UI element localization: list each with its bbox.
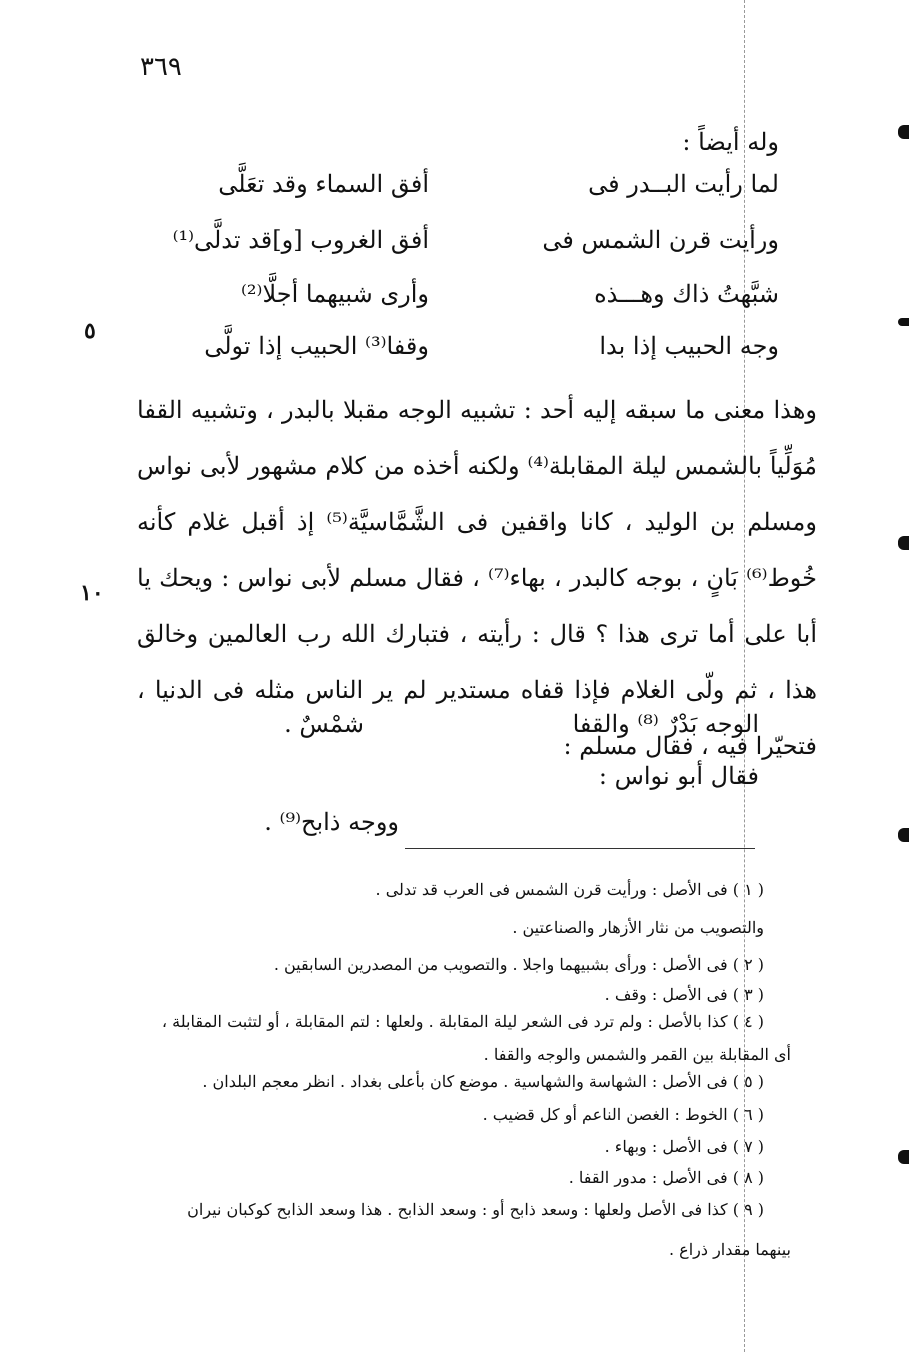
verse-first-hemistich: شبَّهتُ ذاك وهـــذه xyxy=(594,280,779,308)
footnote: ( ٤ ) كذا بالأصل : ولم ترد فى الشعر ليلة المقابلة . ولعلها : لتم المقابلة ، أو لتثبت المقابلة ، xyxy=(161,1012,764,1031)
edge-mark xyxy=(898,828,909,842)
footnote: ( ١ ) فى الأصل : ورأيت قرن الشمس فى العرب قد تدلى . xyxy=(375,880,764,899)
verse-line xyxy=(129,170,779,210)
footnote: ( ٢ ) فى الأصل : ورأى بشبيهما واجلا . والتصويب من المصدرين السابقين . xyxy=(273,955,764,974)
footnote-continuation: أى المقابلة بين القمر والشمس والوجه والقفا . xyxy=(483,1045,791,1064)
verse-first-hemistich: وجه الحبيب إذا بدا xyxy=(599,332,779,360)
edge-mark xyxy=(898,536,909,550)
verse-line xyxy=(129,332,779,372)
line-marker-5: ٥ xyxy=(84,318,96,344)
quote-intro: فقال أبو نواس : xyxy=(598,762,759,790)
verse-second-hemistich: أفق الغروب [و]قد تدلَّى⁽¹⁾ xyxy=(172,226,429,254)
verse-first-hemistich: ورأيت قرن الشمس فى xyxy=(542,226,779,254)
footnote: والتصويب من نثار الأزهار والصناعتين . xyxy=(512,918,764,937)
verse-line xyxy=(129,280,779,320)
poem-intro: وله أيضاً : xyxy=(682,128,779,156)
edge-mark xyxy=(898,318,909,326)
verse-first-hemistich: لما رأيت البــدر فى xyxy=(588,170,779,198)
footnote: ( ٩ ) كذا فى الأصل ولعلها : وسعد ذابح أو : وسعد الذابح . هذا وسعد الذابح كوكبان نيران xyxy=(187,1200,764,1219)
quote-second-hemistich: شمْسٌ . xyxy=(284,710,364,738)
footnote: ( ٨ ) فى الأصل : مدور القفا . xyxy=(568,1168,764,1187)
verse-second-hemistich: وقفا⁽³⁾ الحبيب إذا تولَّى xyxy=(204,332,429,360)
line-marker-10: ١٠ xyxy=(80,580,104,606)
footnote: ( ٦ ) الخوط : الغصن الناعم أو كل قضيب . xyxy=(482,1105,764,1124)
page-number: ٣٦٩ xyxy=(140,52,182,82)
footnote-separator xyxy=(405,848,755,849)
verse-second-hemistich: وأرى شبيهما أجلَّا⁽²⁾ xyxy=(241,280,429,308)
prose-paragraph: وهذا معنى ما سبقه إليه أحد : تشبيه الوجه مقبلا بالبدر ، وتشبيه القفا مُوَلِّياً بالشمس ليلة المقابلة⁽⁴⁾ ولكنه أخذه من كلام مشهور لأبى نواس ومسلم بن الوليد ، كانا واقفين فى الشَّمَّاسيَّة⁽⁵⁾ إذ أقبل غلام كأنه خُوط⁽⁶⁾ بَانٍ ، بوجه كالبدر ، بهاء⁽⁷⁾ ، فقال مسلم لأبى نواس : ويحك يا أبا على أما ترى هذا ؟ قال : رأيته ، فتبارك الله رب العالمين وخالق هذا ، ثم ولّى الغلام فإذا قفاه مستدير لم ير الناس مثله فى الدنيا ، فتحيّرا فيه ، فقال مسلم : xyxy=(137,396,818,760)
footnote-continuation: بينهما مقدار ذراع . xyxy=(668,1240,791,1259)
verse-line xyxy=(129,226,779,266)
edge-mark xyxy=(898,125,909,139)
quote-reply: ووجه ذابح⁽⁹⁾ . xyxy=(264,808,399,836)
footnote: ( ٣ ) فى الأصل : وقف . xyxy=(604,985,764,1004)
verse-second-hemistich: أفق السماء وقد تعَلَّى xyxy=(218,170,429,198)
quote-first-hemistich: الوجه بَدْرٌ ⁽⁸⁾ والقفا xyxy=(572,710,759,738)
footnote: ( ٥ ) فى الأصل : الشهاسة والشهاسية . موضع كان بأعلى بغداد . انظر معجم البلدان . xyxy=(202,1072,764,1091)
edge-mark xyxy=(898,1150,909,1164)
footnote: ( ٧ ) فى الأصل : وبهاء . xyxy=(604,1137,764,1156)
